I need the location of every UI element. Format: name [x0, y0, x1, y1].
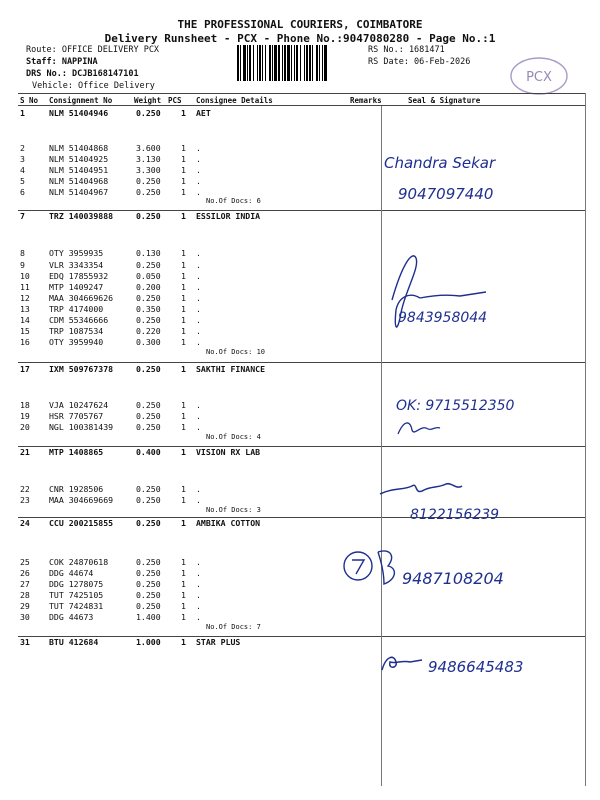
row-pcs: 1 [181, 518, 186, 528]
row-pcs: 1 [181, 364, 186, 374]
row-weight: 0.400 [136, 447, 161, 457]
row-weight: 3.130 [136, 154, 161, 164]
row-pcs: 1 [181, 248, 186, 258]
row-sno: 3 [20, 154, 25, 164]
row-weight: 0.250 [136, 315, 161, 325]
row-sno: 15 [20, 326, 30, 336]
route-text: Route: OFFICE DELIVERY PCX [26, 45, 160, 55]
row-weight: 0.250 [136, 590, 161, 600]
row-consignment-no: NLM 51404946 [49, 108, 109, 118]
row-consignee: . [196, 601, 201, 611]
row-consignment-no: NLM 51404967 [49, 187, 109, 197]
row-consignment-no: MAA 304669626 [49, 293, 114, 303]
row-sno: 25 [20, 557, 30, 567]
row-pcs: 1 [181, 337, 186, 347]
row-sno: 27 [20, 579, 30, 589]
row-sno: 29 [20, 601, 30, 611]
signature-4-scribble [380, 484, 462, 494]
row-consignee: . [196, 154, 201, 164]
row-pcs: 1 [181, 557, 186, 567]
drs-number: DRS No.: DCJB168147101 [26, 69, 139, 79]
row-weight: 0.220 [136, 326, 161, 336]
row-consignment-no: NGL 100381439 [49, 422, 114, 432]
row-consignee: . [196, 248, 201, 258]
stamp-text: PCX [526, 70, 552, 85]
signature-1-phone: 9047097440 [398, 185, 494, 203]
signature-2-phone: 9843958044 [398, 310, 488, 326]
row-pcs: 1 [181, 568, 186, 578]
row-pcs: 1 [181, 495, 186, 505]
row-consignment-no: CNR 1928506 [49, 484, 104, 494]
row-weight: 0.250 [136, 260, 161, 270]
signature-6-scribble [382, 657, 422, 670]
row-sno: 30 [20, 612, 30, 622]
row-pcs: 1 [181, 176, 186, 186]
row-sno: 23 [20, 495, 30, 505]
row-consignee: STAR PLUS [196, 637, 241, 647]
row-consignment-no: TRP 4174000 [49, 304, 104, 314]
signature-1-name: Chandra Sekar [384, 154, 496, 172]
row-pcs: 1 [181, 154, 186, 164]
row-consignment-no: MTP 1408865 [49, 447, 104, 457]
row-consignee: . [196, 176, 201, 186]
row-pcs: 1 [181, 484, 186, 494]
row-consignee: . [196, 165, 201, 175]
row-consignee: . [196, 187, 201, 197]
row-pcs: 1 [181, 326, 186, 336]
row-weight: 0.250 [136, 557, 161, 567]
row-weight: 0.200 [136, 282, 161, 292]
row-pcs: 1 [181, 260, 186, 270]
row-consignee: . [196, 315, 201, 325]
row-consignment-no: NLM 51404968 [49, 176, 109, 186]
row-pcs: 1 [181, 400, 186, 410]
row-pcs: 1 [181, 293, 186, 303]
row-weight: 0.250 [136, 518, 161, 528]
signature-6-phone: 9486645483 [428, 658, 524, 676]
row-weight: 0.250 [136, 411, 161, 421]
row-consignment-no: MTP 1409247 [49, 282, 104, 292]
row-pcs: 1 [181, 447, 186, 457]
row-pcs: 1 [181, 304, 186, 314]
row-consignee: . [196, 282, 201, 292]
row-consignee: . [196, 484, 201, 494]
staff-text: Staff: NAPPINA [26, 57, 98, 67]
signature-5-scribble [352, 551, 394, 584]
row-consignee: . [196, 495, 201, 505]
row-consignee: . [196, 260, 201, 270]
group-total-docs: No.Of Docs: 3 [206, 506, 261, 514]
row-consignment-no: TRP 1087534 [49, 326, 104, 336]
row-consignment-no: NLM 51404925 [49, 154, 109, 164]
row-consignee: . [196, 400, 201, 410]
company-title: THE PROFESSIONAL COURIERS, COIMBATORE [177, 18, 423, 31]
row-sno: 16 [20, 337, 30, 347]
row-consignee: ESSILOR INDIA [196, 211, 261, 221]
row-consignment-no: NLM 51404868 [49, 143, 109, 153]
row-sno: 19 [20, 411, 30, 421]
row-consignment-no: BTU 412684 [49, 637, 99, 647]
row-sno: 9 [20, 260, 25, 270]
row-consignee: . [196, 326, 201, 336]
row-sno: 11 [20, 282, 30, 292]
row-consignment-no: EDQ 17855932 [49, 271, 109, 281]
group-total-docs: No.Of Docs: 6 [206, 197, 261, 205]
row-consignee: . [196, 304, 201, 314]
col-sno: S No [20, 96, 39, 105]
row-sno: 31 [20, 637, 30, 647]
signature-4-phone: 8122156239 [410, 507, 500, 523]
row-consignee: . [196, 271, 201, 281]
row-sno: 6 [20, 187, 25, 197]
row-consignment-no: TRZ 140039888 [49, 211, 114, 221]
row-consignment-no: VLR 3343354 [49, 260, 104, 270]
row-consignment-no: NLM 51404951 [49, 165, 109, 175]
row-weight: 0.300 [136, 337, 161, 347]
row-consignee: AMBIKA COTTON [196, 518, 261, 528]
group-total-docs: No.Of Docs: 10 [206, 348, 266, 356]
row-consignment-no: TUT 7424831 [49, 601, 104, 611]
row-weight: 1.000 [136, 637, 161, 647]
row-sno: 21 [20, 447, 30, 457]
row-consignment-no: DDG 44673 [49, 612, 94, 622]
row-sno: 8 [20, 248, 25, 258]
row-consignee: . [196, 612, 201, 622]
col-pcs: PCS [168, 96, 182, 105]
row-weight: 0.050 [136, 271, 161, 281]
row-weight: 0.250 [136, 364, 161, 374]
col-seal-signature: Seal & Signature [408, 96, 481, 105]
row-consignment-no: DDG 44674 [49, 568, 94, 578]
row-weight: 3.300 [136, 165, 161, 175]
row-pcs: 1 [181, 315, 186, 325]
row-pcs: 1 [181, 601, 186, 611]
runsheet-subtitle: Delivery Runsheet - PCX - Phone No.:9047080280 - Page No.:1 [104, 32, 496, 45]
row-weight: 0.250 [136, 108, 161, 118]
row-consignment-no: CCU 200215855 [49, 518, 114, 528]
row-consignment-no: MAA 304669669 [49, 495, 114, 505]
row-consignee: . [196, 411, 201, 421]
row-pcs: 1 [181, 187, 186, 197]
row-weight: 0.250 [136, 211, 161, 221]
row-pcs: 1 [181, 165, 186, 175]
row-pcs: 1 [181, 579, 186, 589]
row-pcs: 1 [181, 108, 186, 118]
row-pcs: 1 [181, 411, 186, 421]
row-pcs: 1 [181, 143, 186, 153]
row-sno: 4 [20, 165, 25, 175]
row-consignment-no: COK 24870618 [49, 557, 109, 567]
signature-5-phone: 9487108204 [402, 569, 504, 588]
col-weight: Weight [134, 96, 162, 105]
group-total-docs: No.Of Docs: 4 [206, 433, 261, 441]
row-pcs: 1 [181, 590, 186, 600]
row-consignee: . [196, 590, 201, 600]
row-weight: 0.130 [136, 248, 161, 258]
row-consignee: VISION RX LAB [196, 447, 261, 457]
signature-5-circle [344, 552, 372, 580]
row-sno: 14 [20, 315, 30, 325]
row-consignee: . [196, 422, 201, 432]
row-sno: 7 [20, 211, 25, 221]
vehicle-text: Vehicle: Office Delivery [32, 81, 155, 91]
row-pcs: 1 [181, 637, 186, 647]
row-sno: 24 [20, 518, 30, 528]
row-consignee: . [196, 293, 201, 303]
row-sno: 26 [20, 568, 30, 578]
row-pcs: 1 [181, 211, 186, 221]
row-weight: 0.250 [136, 187, 161, 197]
row-consignment-no: TUT 7425105 [49, 590, 104, 600]
col-consignment: Consignment No [49, 96, 113, 105]
row-consignee: . [196, 143, 201, 153]
col-remarks: Remarks [350, 96, 382, 105]
row-consignee: . [196, 579, 201, 589]
row-consignment-no: HSR 7705767 [49, 411, 104, 421]
row-consignee: . [196, 557, 201, 567]
row-sno: 1 [20, 108, 25, 118]
row-sno: 10 [20, 271, 30, 281]
row-weight: 0.250 [136, 568, 161, 578]
row-pcs: 1 [181, 422, 186, 432]
row-sno: 20 [20, 422, 30, 432]
rs-date: RS Date: 06-Feb-2026 [368, 57, 471, 67]
row-pcs: 1 [181, 612, 186, 622]
row-sno: 28 [20, 590, 30, 600]
row-consignee: AET [196, 108, 211, 118]
row-weight: 0.250 [136, 601, 161, 611]
row-consignee: . [196, 568, 201, 578]
row-sno: 22 [20, 484, 30, 494]
row-sno: 17 [20, 364, 30, 374]
row-consignment-no: OTY 3959940 [49, 337, 104, 347]
row-consignment-no: IXM 509767378 [49, 364, 114, 374]
row-weight: 0.250 [136, 495, 161, 505]
row-sno: 18 [20, 400, 30, 410]
row-weight: 0.250 [136, 400, 161, 410]
group-total-docs: No.Of Docs: 7 [206, 623, 261, 631]
signature-3-phone: OK: 9715512350 [396, 398, 515, 414]
row-pcs: 1 [181, 282, 186, 292]
row-weight: 0.250 [136, 293, 161, 303]
row-weight: 0.250 [136, 579, 161, 589]
row-weight: 0.250 [136, 422, 161, 432]
signature-3-scribble [398, 423, 440, 434]
row-sno: 5 [20, 176, 25, 186]
row-pcs: 1 [181, 271, 186, 281]
row-weight: 1.400 [136, 612, 161, 622]
row-weight: 0.250 [136, 176, 161, 186]
row-consignment-no: OTY 3959935 [49, 248, 104, 258]
row-consignee: . [196, 337, 201, 347]
row-weight: 0.250 [136, 484, 161, 494]
row-consignee: SAKTHI FINANCE [196, 364, 266, 374]
row-weight: 0.350 [136, 304, 161, 314]
col-consignee: Consignee Details [196, 96, 273, 105]
rs-number: RS No.: 1681471 [368, 45, 445, 55]
row-sno: 2 [20, 143, 25, 153]
row-consignment-no: DDG 1278075 [49, 579, 104, 589]
row-consignment-no: VJA 10247624 [49, 400, 109, 410]
row-sno: 12 [20, 293, 30, 303]
row-sno: 13 [20, 304, 30, 314]
row-weight: 3.600 [136, 143, 161, 153]
row-consignment-no: CDM 55346666 [49, 315, 109, 325]
